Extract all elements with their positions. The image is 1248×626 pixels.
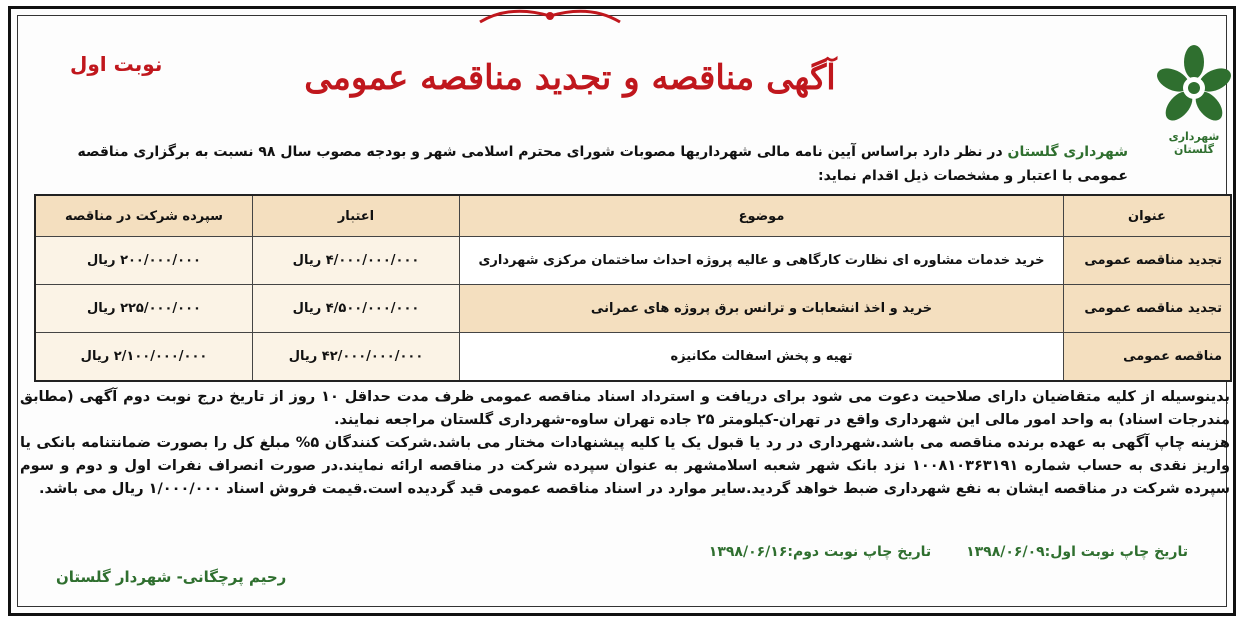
flower-logo-icon [1155,44,1233,128]
intro-municipality: شهرداری گلستان [1007,144,1128,160]
row-credit: ۴/۰۰۰/۰۰۰/۰۰۰ ریال [253,237,460,285]
logo-label: شهرداری گلستان [1168,130,1220,156]
row-subject: تهیه و پخش اسفالت مکانیزه [460,332,1064,381]
mayor-signature: رحیم پرچگانی- شهردار گلستان [56,568,287,586]
row-subject: خرید و اخذ انشعابات و ترانس برق پروژه های عمرانی [460,284,1064,332]
page-title: آگهی مناقصه و تجدید مناقصه عمومی [304,58,836,98]
table-header-row [35,195,1231,237]
header-deposit: سپرده شرکت در مناقصه [35,195,253,237]
row-title: تجدید مناقصه عمومی [1064,237,1232,285]
row-deposit: ۲۰۰/۰۰۰/۰۰۰ ریال [35,237,253,285]
second-publish-date: تاریخ چاپ نوبت دوم:۱۳۹۸/۰۶/۱۶ [708,544,932,560]
row-title: مناقصه عمومی [1064,332,1232,381]
header-subject: موضوع [460,195,1064,237]
intro-text: در نظر دارد براساس آیین نامه مالی شهرداریها مصوبات شورای محترم اسلامی شهر و بودجه مصوب سال ۹۸ نسبت به برگزاری مناقصه عمومی با اعتبار و مشخصات ذیل اقدام نماید: [77,144,1128,184]
row-deposit: ۲/۱۰۰/۰۰۰/۰۰۰ ریال [35,332,253,381]
municipality-logo [1154,44,1234,154]
row-title: تجدید مناقصه عمومی [1064,284,1232,332]
row-credit: ۴۲/۰۰۰/۰۰۰/۰۰۰ ریال [253,332,460,381]
first-round-label: نوبت اول [70,52,163,76]
intro-paragraph [38,140,1128,188]
tender-table [34,194,1232,382]
header-title: عنوان [1064,195,1232,237]
header-credit: اعتبار [253,195,460,237]
row-deposit: ۲۲۵/۰۰۰/۰۰۰ ریال [35,284,253,332]
publish-dates [68,544,1188,560]
row-subject: خرید خدمات مشاوره ای نظارت کارگاهی و عالیه پروژه احداث ساختمان مرکزی شهرداری [460,237,1064,285]
body-text [20,386,1230,501]
invitation-paragraph: بدینوسیله از کلیه متقاضیان دارای صلاحیت دعوت می شود برای دریافت و استرداد اسناد مناقصه عمومی ظرف مدت حداقل ۱۰ روز از تاریخ درج نوبت دوم آگهی (مطابق مندرجات اسناد) به واحد امور مالی این شهرداری واقع در تهران-کیلومتر ۲۵ جاده تهران ساوه-شهرداری گلستان مراجعه نمایند. [20,389,1230,428]
row-credit: ۴/۵۰۰/۰۰۰/۰۰۰ ریال [253,284,460,332]
top-ornament-icon [470,2,630,30]
conditions-paragraph: هزینه چاپ آگهی به عهده برنده مناقصه می باشد.شهرداری در رد یا قبول یک یا کلیه پیشنهادات مختار می باشد.شرکت کنندگان ۵% مبلغ کل را بصورت ضمانتنامه بانکی یا واریز نقدی به حساب شماره ۱۰۰۸۱۰۳۶۳۱۹۱ نزد بانک شهر شعبه اسلامشهر به عنوان سپرده شرکت در مناقصه ارائه نمایند.در صورت انصراف نفرات اول و دوم و سوم سپرده شرکت در مناقصه ایشان به نفع شهرداری ضبط خواهد گردید.سایر موارد در اسناد مناقصه عمومی قید گردیده است.قیمت فروش اسناد ۱/۰۰۰/۰۰۰ ریال می باشد. [20,435,1231,497]
table-row [35,332,1231,381]
table-row [35,237,1231,285]
first-publish-date: تاریخ چاپ نوبت اول:۱۳۹۸/۰۶/۰۹ [966,544,1188,560]
table-row [35,284,1231,332]
